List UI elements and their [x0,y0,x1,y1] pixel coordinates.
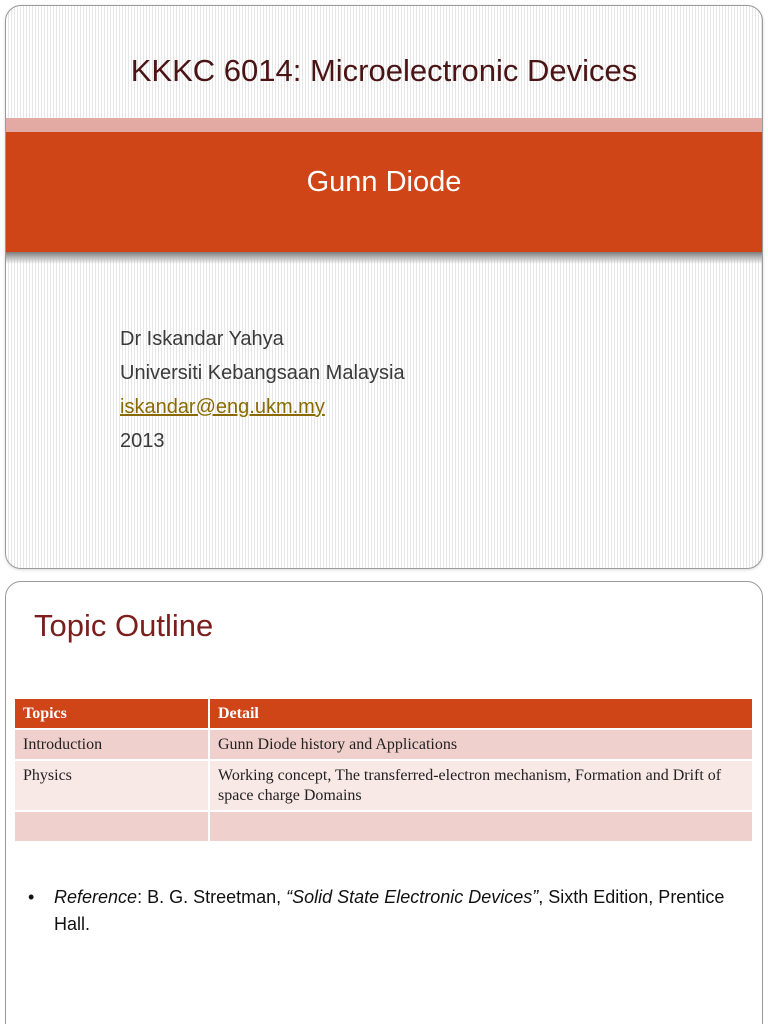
table-header-detail: Detail [209,699,753,729]
table-row [15,760,753,811]
table-cell-topic: Introduction [15,729,209,760]
table-cell-detail: Working concept, The transferred-electron mechanism, Formation and Drift of space charge Domains [209,760,753,811]
slide-subtitle: Gunn Diode [306,166,462,198]
outline-slide [5,581,763,1024]
reference-text [54,884,738,938]
email-link[interactable]: iskandar@eng.ukm.my [120,396,325,418]
reference-book-title: “Solid State Electronic Devices” [286,887,539,907]
table-cell-topic [15,811,209,842]
year: 2013 [120,430,165,452]
outline-heading: Topic Outline [34,608,214,643]
author-info [120,322,405,458]
course-title: KKKC 6014: Microelectronic Devices [130,53,638,88]
table-cell-detail: Gunn Diode history and Applications [209,729,753,760]
reference-author: B. G. Streetman, [142,887,287,907]
bullet-icon: • [28,887,35,907]
table-cell-topic: Physics [15,760,209,811]
table-header-topics: Topics [15,699,209,729]
table-row [15,729,753,760]
author-name: Dr Iskandar Yahya [120,328,284,350]
table-cell-detail [209,811,753,842]
title-slide [5,5,763,569]
reference-rest: , Sixth Edition, Prentice Hall. [54,887,725,934]
topic-table [15,699,754,843]
table-row [15,811,753,842]
institution-name: Universiti Kebangsaan Malaysia [120,362,405,384]
reference-item [28,884,738,938]
title-top-band [6,118,762,132]
reference-label: Reference [54,887,138,907]
table-header-row [15,699,753,729]
title-bar-shadow [6,252,762,264]
reference-colon: : [137,887,143,907]
